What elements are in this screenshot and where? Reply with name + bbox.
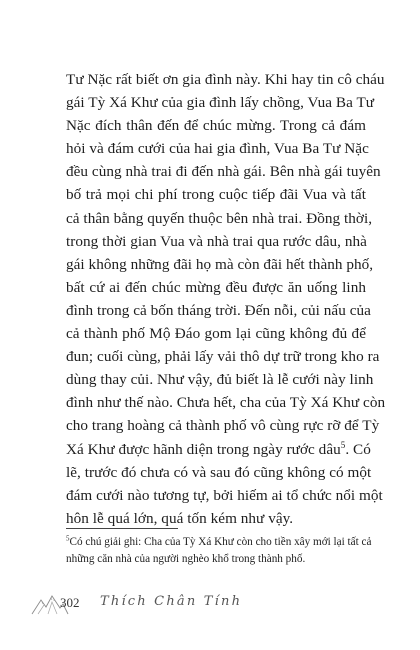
text-line: cả thành phố Mộ Đáo gom lại cũng không đủ để	[66, 325, 366, 343]
footnote-line: những căn nhà của người nghèo khổ trong thành phố.	[66, 552, 306, 565]
page-number: 302	[60, 595, 80, 610]
text-line: bất cứ ai đến chúc mừng đều được ăn uống linh	[66, 278, 366, 296]
text-line: dùng thay củi. Như vậy, đủ biết là lễ cưới này linh	[66, 371, 374, 389]
text-line: đình trong cả bốn tháng trời. Đến nỗi, củi nấu của	[66, 301, 371, 319]
text-line-segment: Xá Khư được hãnh diện trong ngày rước dâu	[66, 440, 341, 458]
text-line-segment: . Có	[345, 440, 371, 458]
footnote-text: Có chú giải ghi: Cha của Tỳ Xá Khư còn cho tiền xây mới lại tất cả	[69, 536, 372, 548]
text-line: Tư Nặc rất biết ơn gia đình này. Khi hay tin cô cháu	[66, 71, 385, 88]
text-line	[66, 438, 371, 461]
footnote-line	[66, 534, 372, 551]
author-name: Thích Chân Tính	[100, 594, 243, 609]
page-footer	[30, 590, 290, 620]
text-line: Nặc đích thân đến để chúc mừng. Trong cả đám	[66, 117, 366, 135]
text-line: gái không những đãi họ mà còn đãi hết thành phố,	[66, 255, 374, 273]
footnote-number: 5	[66, 534, 70, 543]
text-line: đám cưới nào tương tự, bởi hiếm ai tổ chức nổi một	[66, 486, 383, 504]
text-line: đun; cuối cùng, phải lấy vải thô dự trữ trong kho ra	[66, 348, 380, 366]
footnote-reference[interactable]: 5	[340, 439, 346, 450]
text-line: đình như thế nào. Chưa hết, cha của Tỳ Xá Khư còn	[66, 394, 386, 412]
text-line: trong thời gian Vua và nhà trai qua rước dâu, nhà	[66, 232, 367, 250]
body-paragraph	[66, 68, 386, 530]
text-line: cho trang hoàng cả thành phố vô cùng rực rỡ để Tỳ	[66, 417, 380, 435]
text-line: hôn lễ quá lớn, quá tốn kém như vậy.	[66, 509, 294, 527]
text-line: cả thân bằng quyến thuộc bên nhà trai. Đồng thời,	[66, 209, 373, 227]
footnote-divider	[66, 528, 178, 529]
footnote	[66, 534, 372, 567]
text-line: lẽ, trước đó chưa có và sau đó cũng không có một	[66, 463, 372, 481]
text-line: gái Tỳ Xá Khư của gia đình lấy chồng, Vua Ba Tư	[66, 94, 375, 112]
text-line: hỏi và đám cưới của hai gia đình, Vua Ba Tư Nặc	[66, 140, 369, 158]
text-line: đều cùng nhà trai đi đến nhà gái. Bên nhà gái tuyên	[66, 163, 381, 181]
text-line: bố trả mọi chi phí trong cuộc tiếp đãi Vua và tất	[66, 186, 366, 204]
